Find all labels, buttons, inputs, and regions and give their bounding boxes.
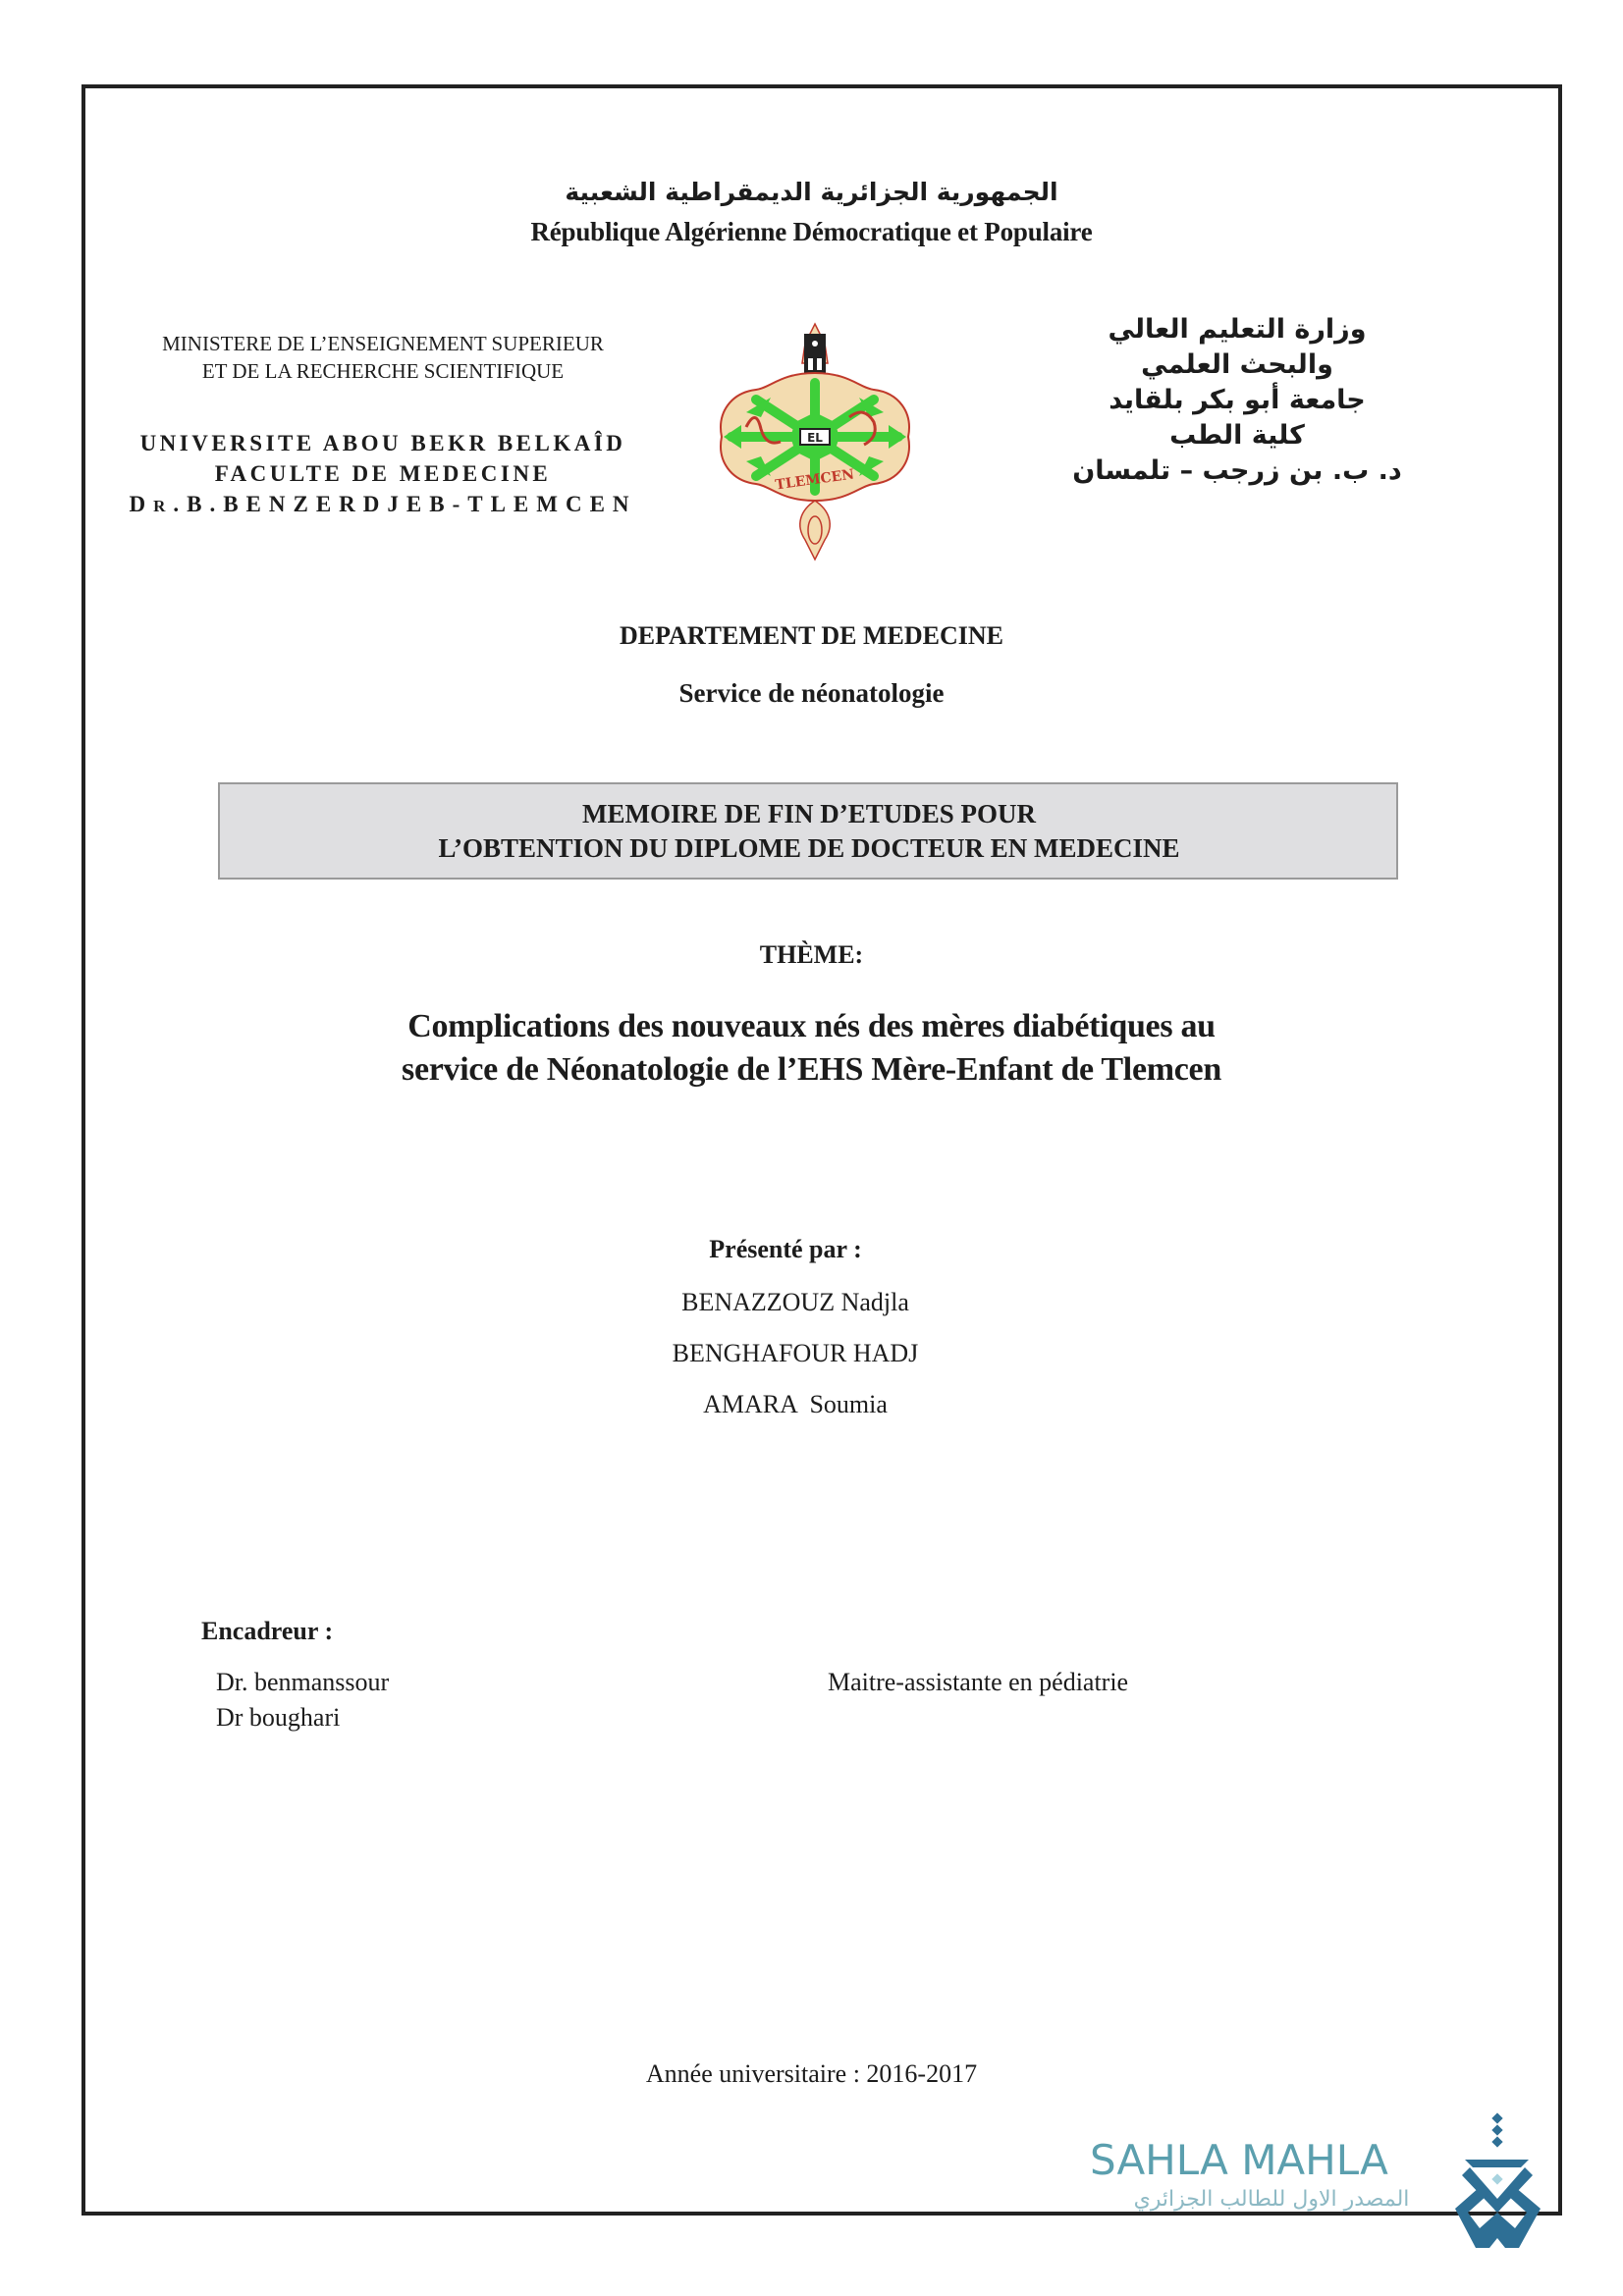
department-title: DEPARTEMENT DE MEDECINE — [619, 621, 1004, 650]
supervisor-name: Dr. benmanssour — [216, 1668, 390, 1696]
faculty-full-name — [98, 489, 668, 521]
watermark-subtitle: المصدر الاول للطالب الجزائري — [1133, 2187, 1410, 2212]
arabic-line-4: كلية الطب — [1169, 420, 1305, 451]
arabic-line-5: د. ب. بن زرجب – تلمسان — [1072, 455, 1402, 486]
faculty-prefix-r: R — [153, 497, 174, 515]
watermark-title: SAHLA MAHLA — [1090, 2136, 1388, 2184]
presented-by-label: Présenté par : — [709, 1235, 862, 1263]
author-name: BENGHAFOUR HADJ — [672, 1339, 919, 1367]
memoire-line-1: MEMOIRE DE FIN D’ETUDES POUR — [581, 799, 1037, 828]
ministry-line-2: ET DE LA RECHERCHE SCIENTIFIQUE — [201, 359, 565, 383]
ministry-line-1: MINISTERE DE L’ENSEIGNEMENT SUPERIEUR — [162, 332, 604, 355]
svg-text:TLEMCEN: TLEMCEN — [774, 466, 856, 494]
thesis-title-line-2: service de Néonatologie de l’EHS Mère-Enfant de Tlemcen — [402, 1051, 1221, 1088]
faculty-name: FACULTE DE MEDECINE — [214, 461, 552, 486]
author-name: AMARA Soumia — [703, 1390, 888, 1418]
theme-label: THÈME: — [759, 940, 864, 969]
university-name: UNIVERSITE ABOU BEKR BELKAÎD — [139, 431, 626, 455]
arabic-line-1: وزارة التعليم العالي — [1108, 314, 1367, 345]
arabic-line-2: والبحث العلمي — [1141, 349, 1333, 380]
svg-text:EL: EL — [807, 431, 823, 445]
author-name: BENAZZOUZ Nadjla — [681, 1288, 909, 1316]
supervisor-name: Dr boughari — [216, 1703, 341, 1732]
service-title: Service de néonatologie — [678, 678, 945, 708]
supervisor-role: Maitre-assistante en pédiatrie — [828, 1668, 1129, 1696]
memoire-line-2: L’OBTENTION DU DIPLOME DE DOCTEUR EN MEDECINE — [438, 833, 1180, 863]
supervisor-label: Encadreur : — [201, 1617, 334, 1645]
sahla-mahla-watermark — [1085, 2110, 1556, 2248]
university-emblem-icon — [702, 319, 928, 564]
ministry-block — [98, 330, 668, 385]
university-block — [98, 428, 668, 521]
sahla-mahla-logo-icon — [1450, 2110, 1548, 2248]
republic-title-french: République Algérienne Démocratique et Populaire — [530, 217, 1093, 246]
thesis-title — [245, 1005, 1378, 1092]
faculty-name-rest: .B.BENZERDJEB-TLEMCEN — [173, 492, 637, 516]
memoire-banner-text — [218, 797, 1400, 866]
republic-title-arabic: الجمهورية الجزائرية الديمقراطية الشعبية — [565, 178, 1058, 206]
faculty-prefix-d: D — [129, 492, 154, 516]
arabic-institution-block — [1041, 312, 1434, 489]
arabic-line-3: جامعة أبو بكر بلقايد — [1109, 385, 1366, 415]
academic-year: Année universitaire : 2016-2017 — [645, 2059, 978, 2088]
thesis-title-line-1: Complications des nouveaux nés des mères diabétiques au — [407, 1008, 1216, 1044]
